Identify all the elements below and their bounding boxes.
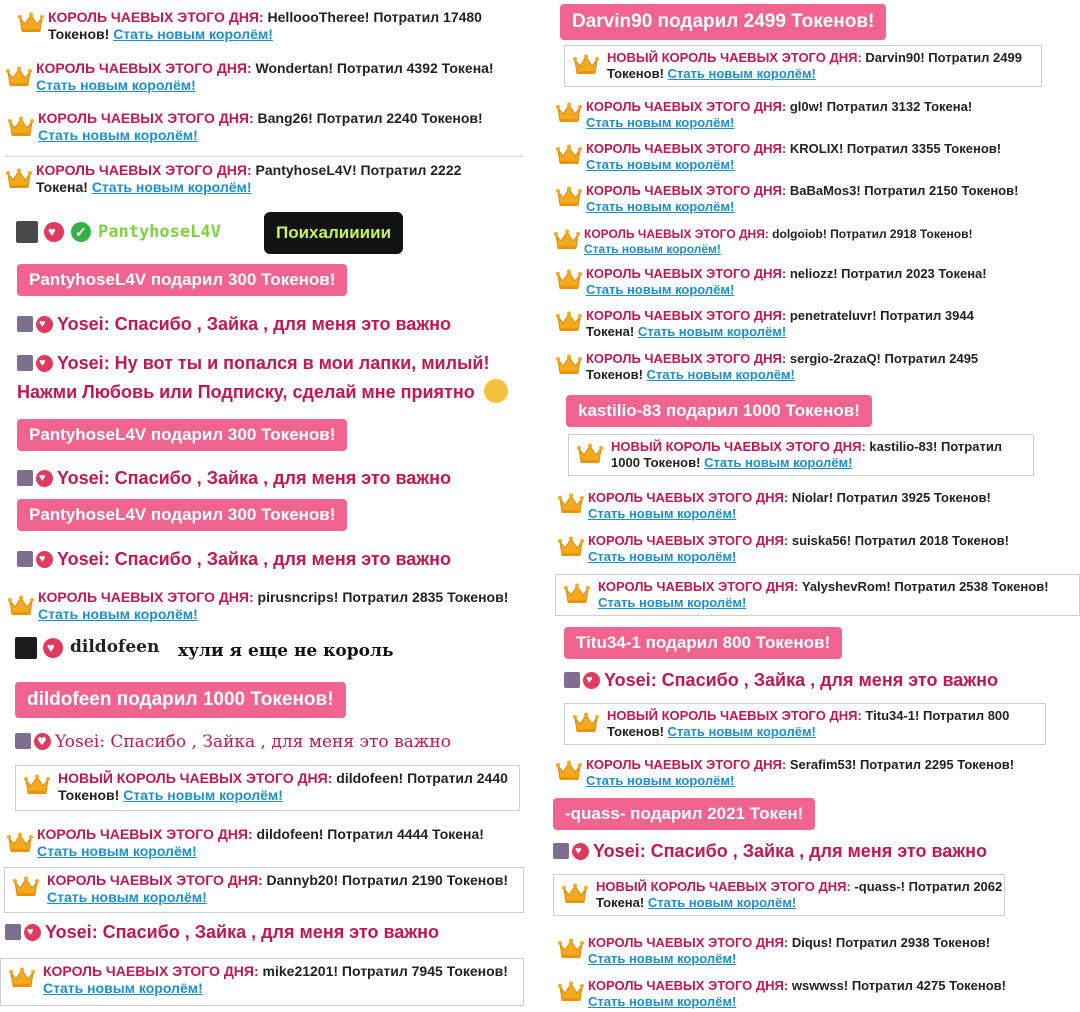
- king-notice: КОРОЛЬ ЧАЕВЫХ ЭТОГО ДНЯ: mike21201! Потратил 7945 Токенов! Стать новым королём!: [0, 958, 524, 1006]
- thanks-message: ♥Yosei: Спасибо , Зайка , для меня это важно: [564, 669, 998, 691]
- new-king-notice: НОВЫЙ КОРОЛЬ ЧАЕВЫХ ЭТОГО ДНЯ: Titu34-1! Потратил 800 Токенов! Стать новым королём!: [564, 703, 1046, 745]
- chat-message: ♥Yosei: Ну вот ты и попался в мои лапки, милый! Нажми Любовь или Подписку, сделай мне приятно: [17, 349, 508, 407]
- avatar[interactable]: [564, 672, 580, 688]
- crown-icon: [556, 186, 582, 208]
- king-notice: КОРОЛЬ ЧАЕВЫХ ЭТОГО ДНЯ: KROLIX! Потратил 3355 Токенов! Стать новым королём!: [552, 141, 1052, 173]
- crown-icon: [18, 12, 44, 34]
- crown-icon: [556, 760, 582, 782]
- crown-icon: [554, 229, 580, 251]
- tip-notice: -quass- подарил 2021 Токен!: [553, 798, 815, 830]
- king-notice: КОРОЛЬ ЧАЕВЫХ ЭТОГО ДНЯ: Wondertan! Потратил 4392 Токена! Стать новым королём!: [2, 60, 532, 94]
- tip-notice: kastilio-83 подарил 1000 Токенов!: [566, 395, 872, 427]
- heart-icon: [583, 672, 600, 689]
- chat-text: хули я еще не король: [178, 641, 394, 661]
- crown-icon: [556, 144, 582, 166]
- crown-icon: [556, 311, 582, 333]
- become-king-link[interactable]: Стать новым королём!: [113, 26, 273, 42]
- become-king-link[interactable]: Стать новым королём!: [43, 980, 203, 996]
- king-notice: КОРОЛЬ ЧАЕВЫХ ЭТОГО ДНЯ: Bang26! Потратил 2240 Токенов! Стать новым королём!: [4, 110, 534, 144]
- become-king-link[interactable]: Стать новым королём!: [588, 506, 737, 521]
- crown-icon: [7, 832, 33, 854]
- king-notice: КОРОЛЬ ЧАЕВЫХ ЭТОГО ДНЯ: BaBaMos3! Потратил 2150 Токенов! Стать новым королём!: [552, 183, 1072, 215]
- new-king-notice: НОВЫЙ КОРОЛЬ ЧАЕВЫХ ЭТОГО ДНЯ: dildofeen! Потратил 2440 Токенов! Стать новым королём!: [15, 765, 520, 811]
- become-king-link[interactable]: Стать новым королём!: [646, 367, 795, 382]
- king-notice: КОРОЛЬ ЧАЕВЫХ ЭТОГО ДНЯ: gl0w! Потратил 3132 Токена! Стать новым королём!: [552, 99, 1052, 131]
- become-king-link[interactable]: Стать новым королём!: [586, 115, 735, 130]
- avatar[interactable]: [17, 316, 33, 332]
- crown-icon: [573, 712, 599, 734]
- become-king-link[interactable]: Стать новым королём!: [637, 324, 787, 339]
- crown-icon: [6, 168, 32, 190]
- become-king-link[interactable]: Стать новым королём!: [38, 606, 198, 622]
- crown-icon: [564, 583, 590, 605]
- tip-notice: Titu34-1 подарил 800 Токенов!: [564, 627, 842, 659]
- crown-icon: [6, 66, 32, 88]
- become-king-link[interactable]: Стать новым королём!: [647, 895, 797, 910]
- king-notice: КОРОЛЬ ЧАЕВЫХ ЭТОГО ДНЯ: Serafim53! Потратил 2295 Токенов! Стать новым королём!: [552, 757, 1072, 789]
- new-king-notice: НОВЫЙ КОРОЛЬ ЧАЕВЫХ ЭТОГО ДНЯ: Darvin90! Потратил 2499 Токенов! Стать новым королём!: [564, 45, 1042, 87]
- become-king-link[interactable]: Стать новым королём!: [704, 455, 853, 470]
- crown-icon: [8, 116, 34, 138]
- king-notice: КОРОЛЬ ЧАЕВЫХ ЭТОГО ДНЯ: YalyshevRom! Потратил 2538 Токенов! Стать новым королём!: [555, 574, 1080, 616]
- thanks-message: ♥Yosei: Спасибо , Зайка , для меня это важно: [5, 921, 439, 943]
- become-king-link[interactable]: Стать новым королём!: [123, 787, 283, 803]
- become-king-link[interactable]: Стать новым королём!: [588, 549, 737, 564]
- king-notice: КОРОЛЬ ЧАЕВЫХ ЭТОГО ДНЯ: Dannyb20! Потратил 2190 Токенов! Стать новым королём!: [4, 867, 524, 913]
- crown-icon: [562, 883, 588, 905]
- king-notice: КОРОЛЬ ЧАЕВЫХ ЭТОГО ДНЯ: PantyhoseL4V! Потратил 2222 Токена! Стать новым королём!: [2, 162, 502, 196]
- become-king-link[interactable]: Стать новым королём!: [36, 77, 196, 93]
- heart-icon: [572, 843, 589, 860]
- become-king-link[interactable]: Стать новым королём!: [586, 199, 735, 214]
- heart-icon: [36, 551, 53, 568]
- chat-message: [15, 635, 415, 663]
- become-king-link[interactable]: Стать новым королём!: [37, 843, 197, 859]
- new-king-notice: НОВЫЙ КОРОЛЬ ЧАЕВЫХ ЭТОГО ДНЯ: -quass-! Потратил 2062 Токена! Стать новым королём!: [553, 874, 1005, 916]
- crown-icon: [556, 102, 582, 124]
- tip-notice: Darvin90 подарил 2499 Токенов!: [560, 4, 886, 40]
- become-king-link[interactable]: Стать новым королём!: [586, 157, 735, 172]
- thanks-message: ♥Yosei: Спасибо , Зайка , для меня это важно: [15, 731, 451, 753]
- tip-notice: PantyhoseL4V подарил 300 Токенов!: [17, 419, 347, 451]
- chat-message: [16, 212, 396, 252]
- avatar[interactable]: [16, 221, 38, 243]
- avatar[interactable]: [17, 355, 33, 371]
- become-king-link[interactable]: Стать новым королём!: [598, 595, 747, 610]
- become-king-link[interactable]: Стать новым королём!: [38, 127, 198, 143]
- verified-check-icon: [71, 222, 91, 242]
- divider: [4, 156, 524, 157]
- king-notice: КОРОЛЬ ЧАЕВЫХ ЭТОГО ДНЯ: dolgoiob! Потратил 2918 Токенов! Стать новым королём!: [550, 227, 1050, 257]
- devil-emoji-icon: [484, 379, 508, 403]
- crown-icon: [556, 269, 582, 291]
- become-king-link[interactable]: Стать новым королём!: [91, 179, 252, 195]
- become-king-link[interactable]: Стать новым королём!: [588, 951, 737, 966]
- tip-notice: PantyhoseL4V подарил 300 Токенов!: [17, 264, 347, 296]
- chat-username[interactable]: PantyhoseL4V: [98, 222, 221, 242]
- crown-icon: [24, 774, 50, 796]
- become-king-link[interactable]: Стать новым королём!: [667, 724, 816, 739]
- heart-icon: [24, 924, 41, 941]
- chat-username[interactable]: dildofeen: [70, 637, 160, 657]
- thanks-message: ♥Yosei: Спасибо , Зайка , для меня это важно: [553, 840, 987, 862]
- king-notice: КОРОЛЬ ЧАЕВЫХ ЭТОГО ДНЯ: pirusncrips! Потратил 2835 Токенов! Стать новым королём!: [4, 589, 544, 623]
- king-notice: КОРОЛЬ ЧАЕВЫХ ЭТОГО ДНЯ: dildofeen! Потратил 4444 Токена! Стать новым королём!: [3, 826, 533, 860]
- heart-icon: [36, 470, 53, 487]
- avatar[interactable]: [5, 924, 21, 940]
- avatar[interactable]: [553, 843, 569, 859]
- crown-icon: [573, 54, 599, 76]
- crown-icon: [558, 493, 584, 515]
- crown-icon: [558, 536, 584, 558]
- crown-icon: [13, 876, 39, 898]
- avatar[interactable]: [15, 733, 31, 749]
- become-king-link[interactable]: Стать новым королём!: [588, 994, 737, 1009]
- king-notice: КОРОЛЬ ЧАЕВЫХ ЭТОГО ДНЯ: sergio-2razaQ! Потратил 2495 Токенов! Стать новым королём!: [552, 351, 1022, 383]
- tip-notice: dildofeen подарил 1000 Токенов!: [15, 682, 346, 718]
- heart-icon: [36, 316, 53, 333]
- heart-icon: [43, 638, 63, 658]
- become-king-link[interactable]: Стать новым королём!: [47, 889, 207, 905]
- thanks-message: ♥Yosei: Спасибо , Зайка , для меня это важно: [17, 313, 451, 335]
- right-chat-column: [548, 0, 1080, 1012]
- become-king-link[interactable]: Стать новым королём!: [586, 773, 735, 788]
- become-king-link[interactable]: Стать новым королём!: [584, 242, 721, 256]
- crown-icon: [558, 938, 584, 960]
- king-notice: КОРОЛЬ ЧАЕВЫХ ЭТОГО ДНЯ: wswwss! Потратил 4275 Токенов! Стать новым королём!: [554, 978, 1064, 1010]
- become-king-link[interactable]: Стать новым королём!: [667, 66, 816, 81]
- thanks-message: ♥Yosei: Спасибо , Зайка , для меня это важно: [17, 467, 451, 489]
- king-notice: КОРОЛЬ ЧАЕВЫХ ЭТОГО ДНЯ: Niolar! Потратил 3925 Токенов! Стать новым королём!: [554, 490, 1054, 522]
- tip-notice: PantyhoseL4V подарил 300 Токенов!: [17, 499, 347, 531]
- king-notice: КОРОЛЬ ЧАЕВЫХ ЭТОГО ДНЯ: HelloooTheree! Потратил 17480 Токенов! Стать новым королём!: [14, 9, 514, 43]
- avatar[interactable]: [15, 637, 37, 659]
- king-notice: КОРОЛЬ ЧАЕВЫХ ЭТОГО ДНЯ: penetrateluvr! Потратил 3944 Токена! Стать новым королём!: [552, 308, 1022, 340]
- crown-icon: [558, 981, 584, 1003]
- heart-icon: [34, 733, 51, 750]
- heart-icon: [36, 355, 53, 372]
- king-notice: КОРОЛЬ ЧАЕВЫХ ЭТОГО ДНЯ: suiska56! Потратил 2018 Токенов! Стать новым королём!: [554, 533, 1074, 565]
- avatar[interactable]: [17, 551, 33, 567]
- king-notice: КОРОЛЬ ЧАЕВЫХ ЭТОГО ДНЯ: neliozz! Потратил 2023 Токена! Стать новым королём!: [552, 266, 1052, 298]
- avatar[interactable]: [17, 470, 33, 486]
- crown-icon: [9, 967, 35, 989]
- crown-icon: [577, 443, 603, 465]
- heart-icon: [44, 222, 64, 242]
- crown-icon: [556, 354, 582, 376]
- crown-icon: [8, 595, 34, 617]
- chat-bubble: Поихалиииии: [264, 212, 403, 254]
- new-king-notice: НОВЫЙ КОРОЛЬ ЧАЕВЫХ ЭТОГО ДНЯ: kastilio-83! Потратил 1000 Токенов! Стать новым королём!: [568, 434, 1034, 476]
- thanks-message: ♥Yosei: Спасибо , Зайка , для меня это важно: [17, 548, 451, 570]
- become-king-link[interactable]: Стать новым королём!: [586, 282, 735, 297]
- king-notice: КОРОЛЬ ЧАЕВЫХ ЭТОГО ДНЯ: Diqus! Потратил 2938 Токенов! Стать новым королём!: [554, 935, 1054, 967]
